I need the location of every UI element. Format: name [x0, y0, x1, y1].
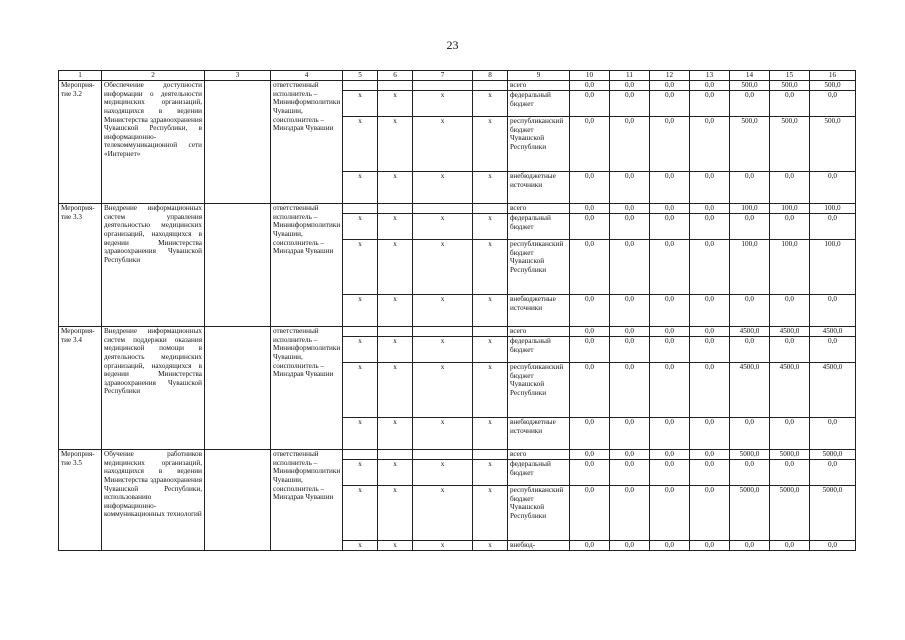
funding-value: 0,0	[690, 204, 730, 214]
column-header: 8	[473, 71, 508, 81]
x-mark: x	[413, 541, 473, 551]
funding-value: 0,0	[650, 460, 690, 486]
funding-value: 5000,0	[810, 486, 856, 541]
funding-value: 0,0	[650, 337, 690, 363]
funding-value: 0,0	[650, 172, 690, 204]
column-header: 7	[413, 71, 473, 81]
funding-value: 0,0	[650, 204, 690, 214]
responsible-executor: ответственный исполнитель – Мининформполитики Чувашии, соисполнитель – Минздрав Чувашии	[271, 81, 343, 204]
funding-value: 0,0	[650, 91, 690, 117]
x-mark: x	[378, 214, 413, 240]
x-mark: x	[473, 363, 508, 418]
funding-value: 0,0	[810, 91, 856, 117]
funding-value: 500,0	[810, 117, 856, 172]
empty-cell	[343, 81, 378, 91]
funding-value: 0,0	[570, 486, 610, 541]
funding-source: республиканский бюджет Чувашской Республики	[508, 486, 570, 541]
x-mark: x	[413, 418, 473, 450]
funding-source: внебюджетные источники	[508, 418, 570, 450]
activity-code: Мероприя-тие 3.5	[59, 450, 102, 551]
funding-source: республиканский бюджет Чувашской Республики	[508, 117, 570, 172]
funding-value: 0,0	[610, 327, 650, 337]
column-header: 12	[650, 71, 690, 81]
empty-cell	[413, 450, 473, 460]
funding-value: 100,0	[770, 204, 810, 214]
funding-value: 4500,0	[770, 363, 810, 418]
x-mark: x	[473, 460, 508, 486]
funding-value: 0,0	[610, 363, 650, 418]
funding-value: 0,0	[810, 295, 856, 327]
funding-value: 0,0	[810, 337, 856, 363]
empty-cell	[473, 450, 508, 460]
program-activities-table	[58, 70, 856, 551]
column-header: 10	[570, 71, 610, 81]
funding-value: 0,0	[730, 172, 770, 204]
funding-value: 500,0	[730, 81, 770, 91]
funding-value: 100,0	[730, 240, 770, 295]
x-mark: x	[378, 172, 413, 204]
funding-value: 500,0	[770, 81, 810, 91]
funding-value: 0,0	[570, 337, 610, 363]
funding-value: 500,0	[770, 117, 810, 172]
funding-value: 0,0	[570, 240, 610, 295]
responsible-executor: ответственный исполнитель – Мининформполитики Чувашии, соисполнитель – Минздрав Чувашии	[271, 204, 343, 327]
funding-value: 0,0	[610, 541, 650, 551]
activity-title: Обучение работников медицинских организаций, находящихся в ведении Министерства здравоохранения Чувашской Республики, использованию информационно-коммуникационных технологий	[102, 450, 205, 551]
funding-value: 0,0	[690, 418, 730, 450]
funding-value: 4500,0	[810, 327, 856, 337]
x-mark: x	[473, 117, 508, 172]
funding-value: 0,0	[770, 541, 810, 551]
x-mark: x	[378, 486, 413, 541]
funding-value: 0,0	[570, 418, 610, 450]
column-3-cell	[205, 450, 271, 551]
x-mark: x	[378, 295, 413, 327]
funding-source: федеральный бюджет	[508, 337, 570, 363]
funding-value: 0,0	[690, 214, 730, 240]
x-mark: x	[473, 172, 508, 204]
empty-cell	[473, 204, 508, 214]
empty-cell	[413, 81, 473, 91]
x-mark: x	[343, 541, 378, 551]
funding-value: 0,0	[610, 91, 650, 117]
column-header: 14	[730, 71, 770, 81]
funding-value: 0,0	[770, 91, 810, 117]
x-mark: x	[413, 214, 473, 240]
column-header: 6	[378, 71, 413, 81]
x-mark: x	[378, 117, 413, 172]
empty-cell	[343, 450, 378, 460]
funding-value: 0,0	[690, 327, 730, 337]
x-mark: x	[343, 214, 378, 240]
x-mark: x	[473, 91, 508, 117]
responsible-executor: ответственный исполнитель – Мининформполитики Чувашии, соисполнитель – Минздрав Чувашии	[271, 327, 343, 450]
activity-title: Внедрение информационных систем поддержки оказания медицинской помощи в деятельность медицинских организаций, находящихся в ведении Министерства здравоохранения Чувашской Республики	[102, 327, 205, 450]
funding-value: 0,0	[730, 337, 770, 363]
x-mark: x	[473, 418, 508, 450]
column-header: 4	[271, 71, 343, 81]
funding-value: 0,0	[650, 327, 690, 337]
table-row	[59, 204, 856, 214]
funding-value: 500,0	[810, 81, 856, 91]
funding-value: 0,0	[610, 486, 650, 541]
column-header: 15	[770, 71, 810, 81]
funding-value: 0,0	[570, 172, 610, 204]
funding-value: 0,0	[730, 295, 770, 327]
table-body	[59, 81, 856, 551]
empty-cell	[378, 81, 413, 91]
empty-cell	[413, 204, 473, 214]
table-row	[59, 81, 856, 91]
funding-value: 0,0	[730, 214, 770, 240]
column-header: 9	[508, 71, 570, 81]
responsible-executor: ответственный исполнитель – Мининформполитики Чувашии, соисполнитель – Минздрав Чувашии	[271, 450, 343, 551]
x-mark: x	[343, 460, 378, 486]
column-3-cell	[205, 327, 271, 450]
x-mark: x	[378, 363, 413, 418]
funding-value: 0,0	[570, 91, 610, 117]
funding-value: 0,0	[690, 240, 730, 295]
x-mark: x	[343, 418, 378, 450]
funding-value: 0,0	[650, 81, 690, 91]
funding-value: 0,0	[810, 541, 856, 551]
funding-value: 0,0	[610, 204, 650, 214]
funding-value: 0,0	[690, 450, 730, 460]
funding-source: всего	[508, 327, 570, 337]
funding-value: 0,0	[810, 418, 856, 450]
funding-source: республиканский бюджет Чувашской Республики	[508, 240, 570, 295]
empty-cell	[343, 204, 378, 214]
funding-value: 0,0	[570, 204, 610, 214]
funding-value: 0,0	[690, 541, 730, 551]
column-header: 1	[59, 71, 102, 81]
funding-source: внебюд-	[508, 541, 570, 551]
funding-source: внебюджетные источники	[508, 172, 570, 204]
funding-value: 4500,0	[730, 327, 770, 337]
x-mark: x	[343, 172, 378, 204]
funding-value: 0,0	[690, 172, 730, 204]
funding-value: 0,0	[770, 172, 810, 204]
funding-value: 4500,0	[730, 363, 770, 418]
funding-value: 0,0	[770, 460, 810, 486]
funding-value: 0,0	[770, 337, 810, 363]
funding-source: всего	[508, 204, 570, 214]
funding-source: республиканский бюджет Чувашской Республики	[508, 363, 570, 418]
funding-value: 0,0	[730, 91, 770, 117]
funding-value: 0,0	[650, 486, 690, 541]
empty-cell	[378, 204, 413, 214]
x-mark: x	[473, 240, 508, 295]
funding-value: 0,0	[690, 337, 730, 363]
funding-value: 0,0	[690, 117, 730, 172]
funding-value: 0,0	[570, 460, 610, 486]
funding-source: федеральный бюджет	[508, 214, 570, 240]
x-mark: x	[378, 460, 413, 486]
funding-value: 100,0	[810, 240, 856, 295]
funding-value: 5000,0	[730, 450, 770, 460]
funding-value: 0,0	[690, 460, 730, 486]
funding-value: 500,0	[730, 117, 770, 172]
empty-cell	[378, 327, 413, 337]
funding-value: 0,0	[610, 214, 650, 240]
funding-value: 0,0	[730, 418, 770, 450]
x-mark: x	[473, 541, 508, 551]
funding-value: 0,0	[610, 295, 650, 327]
x-mark: x	[473, 214, 508, 240]
funding-value: 0,0	[770, 214, 810, 240]
x-mark: x	[378, 91, 413, 117]
x-mark: x	[473, 295, 508, 327]
funding-source: федеральный бюджет	[508, 460, 570, 486]
funding-value: 0,0	[570, 117, 610, 172]
funding-value: 0,0	[650, 450, 690, 460]
column-header: 3	[205, 71, 271, 81]
funding-value: 0,0	[570, 81, 610, 91]
column-header: 5	[343, 71, 378, 81]
activity-title: Обеспечение доступности информации о деятельности медицинских организаций, находящихся в ведении Министерства здравоохранения Чувашской Республики, в информационно-телекоммуникационной сети «Интернет»	[102, 81, 205, 204]
funding-value: 0,0	[650, 117, 690, 172]
column-header: 2	[102, 71, 205, 81]
funding-value: 5000,0	[770, 486, 810, 541]
funding-value: 0,0	[730, 460, 770, 486]
funding-value: 0,0	[570, 541, 610, 551]
funding-value: 0,0	[610, 337, 650, 363]
funding-value: 0,0	[610, 460, 650, 486]
funding-value: 0,0	[610, 450, 650, 460]
x-mark: x	[473, 486, 508, 541]
funding-value: 100,0	[730, 204, 770, 214]
funding-value: 0,0	[650, 541, 690, 551]
funding-value: 0,0	[650, 418, 690, 450]
funding-value: 0,0	[570, 450, 610, 460]
funding-source: внебюджетные источники	[508, 295, 570, 327]
x-mark: x	[343, 295, 378, 327]
empty-cell	[473, 327, 508, 337]
funding-value: 0,0	[810, 172, 856, 204]
funding-value: 0,0	[570, 363, 610, 418]
funding-value: 5000,0	[730, 486, 770, 541]
activity-code: Мероприя-тие 3.4	[59, 327, 102, 450]
x-mark: x	[343, 91, 378, 117]
funding-value: 0,0	[810, 214, 856, 240]
funding-value: 100,0	[770, 240, 810, 295]
empty-cell	[473, 81, 508, 91]
table-row	[59, 327, 856, 337]
empty-cell	[413, 327, 473, 337]
x-mark: x	[413, 172, 473, 204]
funding-value: 4500,0	[810, 363, 856, 418]
x-mark: x	[378, 337, 413, 363]
x-mark: x	[378, 418, 413, 450]
funding-value: 4500,0	[770, 327, 810, 337]
funding-value: 0,0	[570, 214, 610, 240]
funding-value: 0,0	[810, 460, 856, 486]
funding-value: 100,0	[810, 204, 856, 214]
x-mark: x	[413, 486, 473, 541]
funding-value: 0,0	[690, 363, 730, 418]
activity-title: Внедрение информационных систем управления деятельностью медицинских организаций, находящихся в ведении Министерства здравоохранения Чувашской Республики	[102, 204, 205, 327]
funding-value: 0,0	[610, 117, 650, 172]
x-mark: x	[413, 240, 473, 295]
activity-code: Мероприя-тие 3.2	[59, 81, 102, 204]
x-mark: x	[343, 117, 378, 172]
x-mark: x	[413, 91, 473, 117]
x-mark: x	[343, 486, 378, 541]
column-3-cell	[205, 204, 271, 327]
page-number: 23	[446, 38, 459, 52]
x-mark: x	[413, 337, 473, 363]
funding-value: 5000,0	[770, 450, 810, 460]
x-mark: x	[343, 337, 378, 363]
x-mark: x	[413, 363, 473, 418]
empty-cell	[378, 450, 413, 460]
funding-value: 0,0	[610, 172, 650, 204]
x-mark: x	[473, 337, 508, 363]
empty-cell	[343, 327, 378, 337]
funding-value: 0,0	[610, 240, 650, 295]
funding-value: 0,0	[610, 81, 650, 91]
funding-value: 0,0	[690, 91, 730, 117]
funding-value: 0,0	[650, 295, 690, 327]
x-mark: x	[378, 240, 413, 295]
table-row	[59, 450, 856, 460]
funding-value: 0,0	[650, 240, 690, 295]
x-mark: x	[343, 240, 378, 295]
column-3-cell	[205, 81, 271, 204]
funding-value: 0,0	[690, 81, 730, 91]
funding-value: 5000,0	[810, 450, 856, 460]
column-header: 13	[690, 71, 730, 81]
funding-value: 0,0	[650, 363, 690, 418]
funding-value: 0,0	[570, 327, 610, 337]
x-mark: x	[413, 117, 473, 172]
funding-value: 0,0	[610, 418, 650, 450]
x-mark: x	[343, 363, 378, 418]
funding-value: 0,0	[770, 418, 810, 450]
funding-value: 0,0	[690, 295, 730, 327]
funding-value: 0,0	[570, 295, 610, 327]
x-mark: x	[378, 541, 413, 551]
table-header-row	[59, 71, 856, 81]
activity-code: Мероприя-тие 3.3	[59, 204, 102, 327]
funding-value: 0,0	[730, 541, 770, 551]
funding-value: 0,0	[770, 295, 810, 327]
funding-source: федеральный бюджет	[508, 91, 570, 117]
column-header: 16	[810, 71, 856, 81]
funding-source: всего	[508, 450, 570, 460]
x-mark: x	[413, 295, 473, 327]
funding-value: 0,0	[690, 486, 730, 541]
funding-source: всего	[508, 81, 570, 91]
funding-value: 0,0	[650, 214, 690, 240]
column-header: 11	[610, 71, 650, 81]
x-mark: x	[413, 460, 473, 486]
